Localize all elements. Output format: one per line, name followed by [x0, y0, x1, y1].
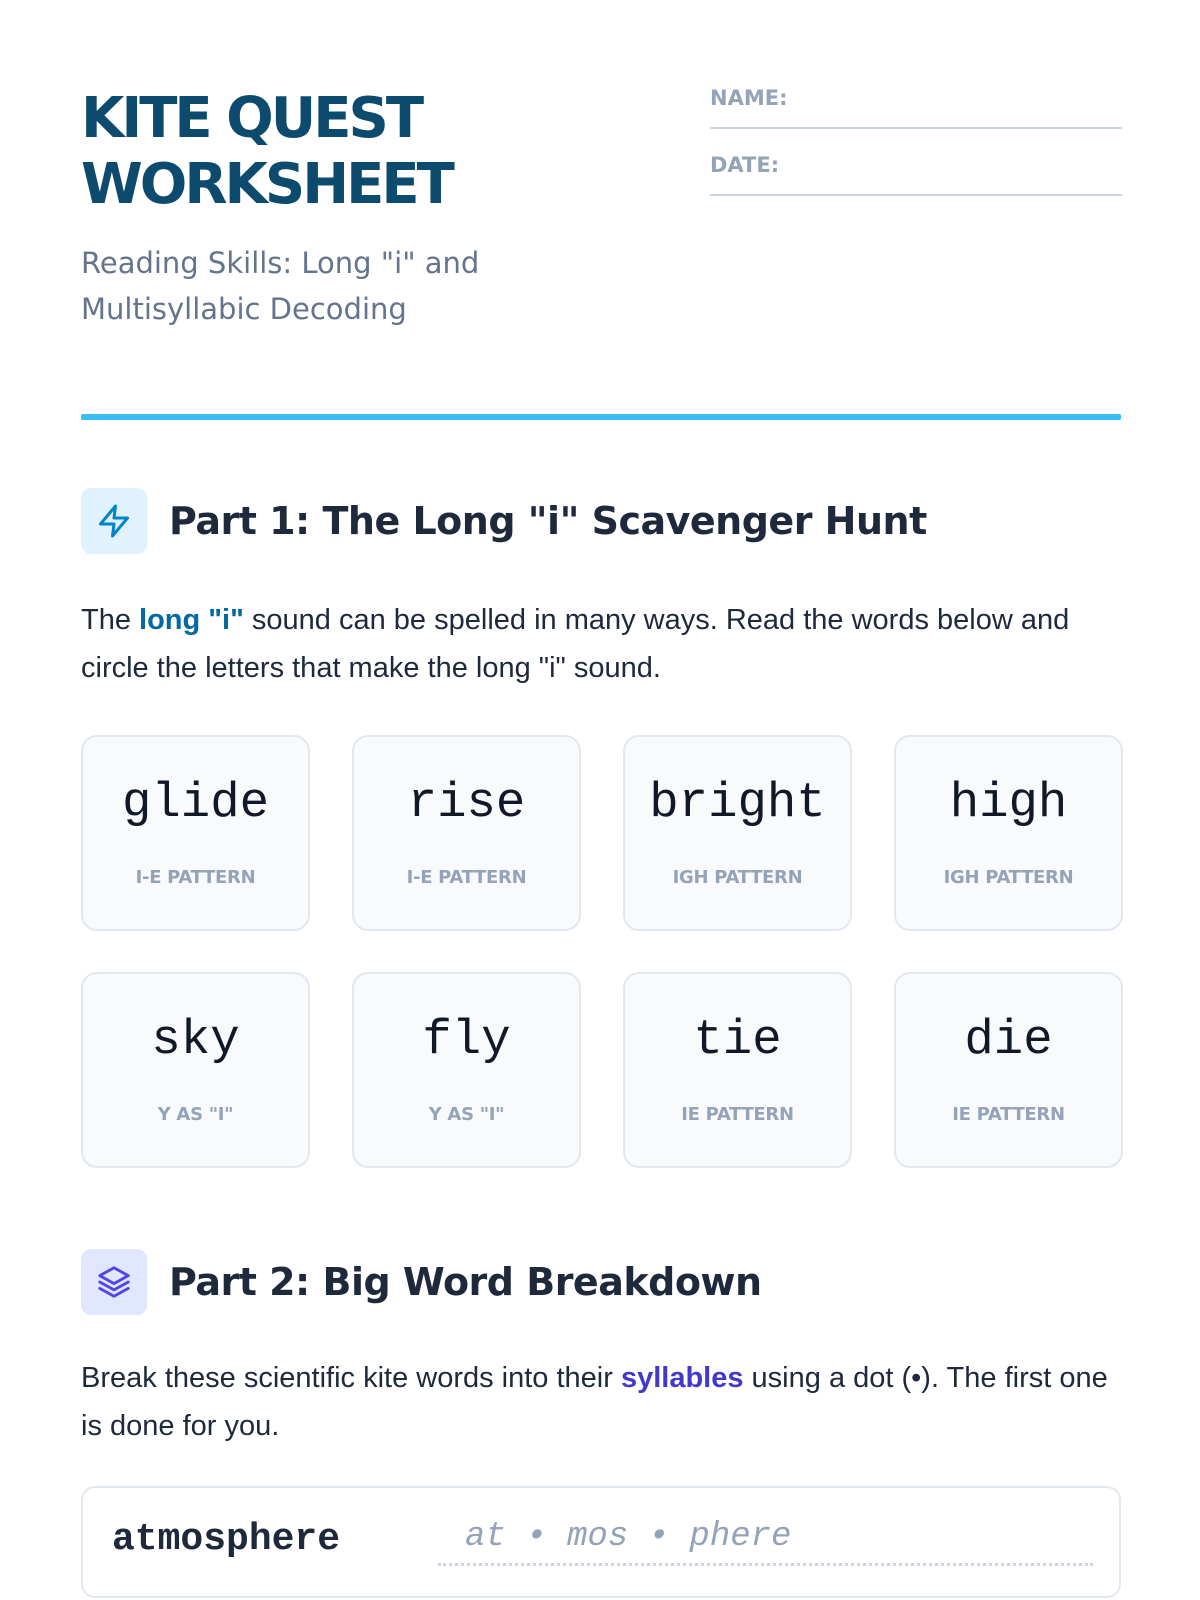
card-word: bright: [649, 775, 826, 831]
card-word: glide: [121, 775, 270, 831]
subtitle-line-2: Multisyllabic Decoding: [81, 292, 407, 326]
card-word: rise: [407, 775, 526, 831]
card-pattern: I-E PATTERN: [135, 867, 256, 888]
word-card[interactable]: [894, 972, 1123, 1168]
card-pattern: Y AS "I": [157, 1104, 234, 1125]
name-field[interactable]: [710, 86, 1122, 129]
part2-intro-text: Break these scientific kite words into their: [81, 1362, 621, 1394]
word-card[interactable]: [352, 735, 581, 931]
word-card[interactable]: [81, 972, 310, 1168]
part1-instructions: [81, 596, 1121, 692]
lightning-bolt-icon: [81, 488, 147, 554]
header-divider: [81, 414, 1121, 420]
student-fields: [710, 86, 1122, 220]
card-word: fly: [422, 1012, 511, 1068]
title-block: [81, 86, 601, 332]
part2-intro-text-end: using a dot (•). The first one is done for you.: [81, 1362, 1108, 1442]
card-pattern: IGH PATTERN: [672, 867, 803, 888]
syllable-answer-field[interactable]: at • mos • phere: [438, 1518, 1093, 1566]
card-pattern: IE PATTERN: [681, 1104, 794, 1125]
date-label: DATE:: [710, 153, 780, 177]
card-pattern: Y AS "I": [428, 1104, 505, 1125]
layers-icon: [81, 1249, 147, 1315]
card-word: sky: [151, 1012, 240, 1068]
part1-intro-highlight: long "i": [139, 604, 244, 636]
card-pattern: IE PATTERN: [952, 1104, 1065, 1125]
part2-title: Part 2: Big Word Breakdown: [169, 1260, 762, 1304]
part2-intro-highlight: syllables: [620, 1362, 744, 1394]
part1-intro-text: The: [81, 604, 140, 636]
word-card[interactable]: [623, 735, 852, 931]
date-field[interactable]: [710, 153, 1122, 196]
breakdown-row: [81, 1486, 1121, 1598]
part1-heading: [81, 488, 927, 554]
card-pattern: IGH PATTERN: [943, 867, 1074, 888]
card-word: tie: [693, 1012, 782, 1068]
card-pattern: I-E PATTERN: [406, 867, 527, 888]
name-label: NAME:: [710, 86, 788, 110]
word-card[interactable]: [894, 735, 1123, 931]
part2-instructions: [81, 1354, 1121, 1450]
breakdown-word: atmosphere: [112, 1518, 341, 1561]
worksheet-title: [81, 86, 601, 218]
word-card[interactable]: [623, 972, 852, 1168]
part1-title: Part 1: The Long "i" Scavenger Hunt: [169, 499, 927, 543]
word-card[interactable]: [81, 735, 310, 931]
worksheet-subtitle: [81, 240, 601, 332]
card-word: high: [949, 775, 1068, 831]
title-line-2: WORKSHEET: [81, 152, 452, 217]
subtitle-line-1: Reading Skills: Long "i" and: [81, 246, 480, 280]
word-card[interactable]: [352, 972, 581, 1168]
part1-intro-text-end: sound can be spelled in many ways. Read the words below and circle the letters that make the long "i" sound.: [81, 604, 1070, 684]
card-word: die: [964, 1012, 1053, 1068]
title-line-1: KITE QUEST: [81, 86, 422, 151]
part2-heading: [81, 1249, 762, 1315]
